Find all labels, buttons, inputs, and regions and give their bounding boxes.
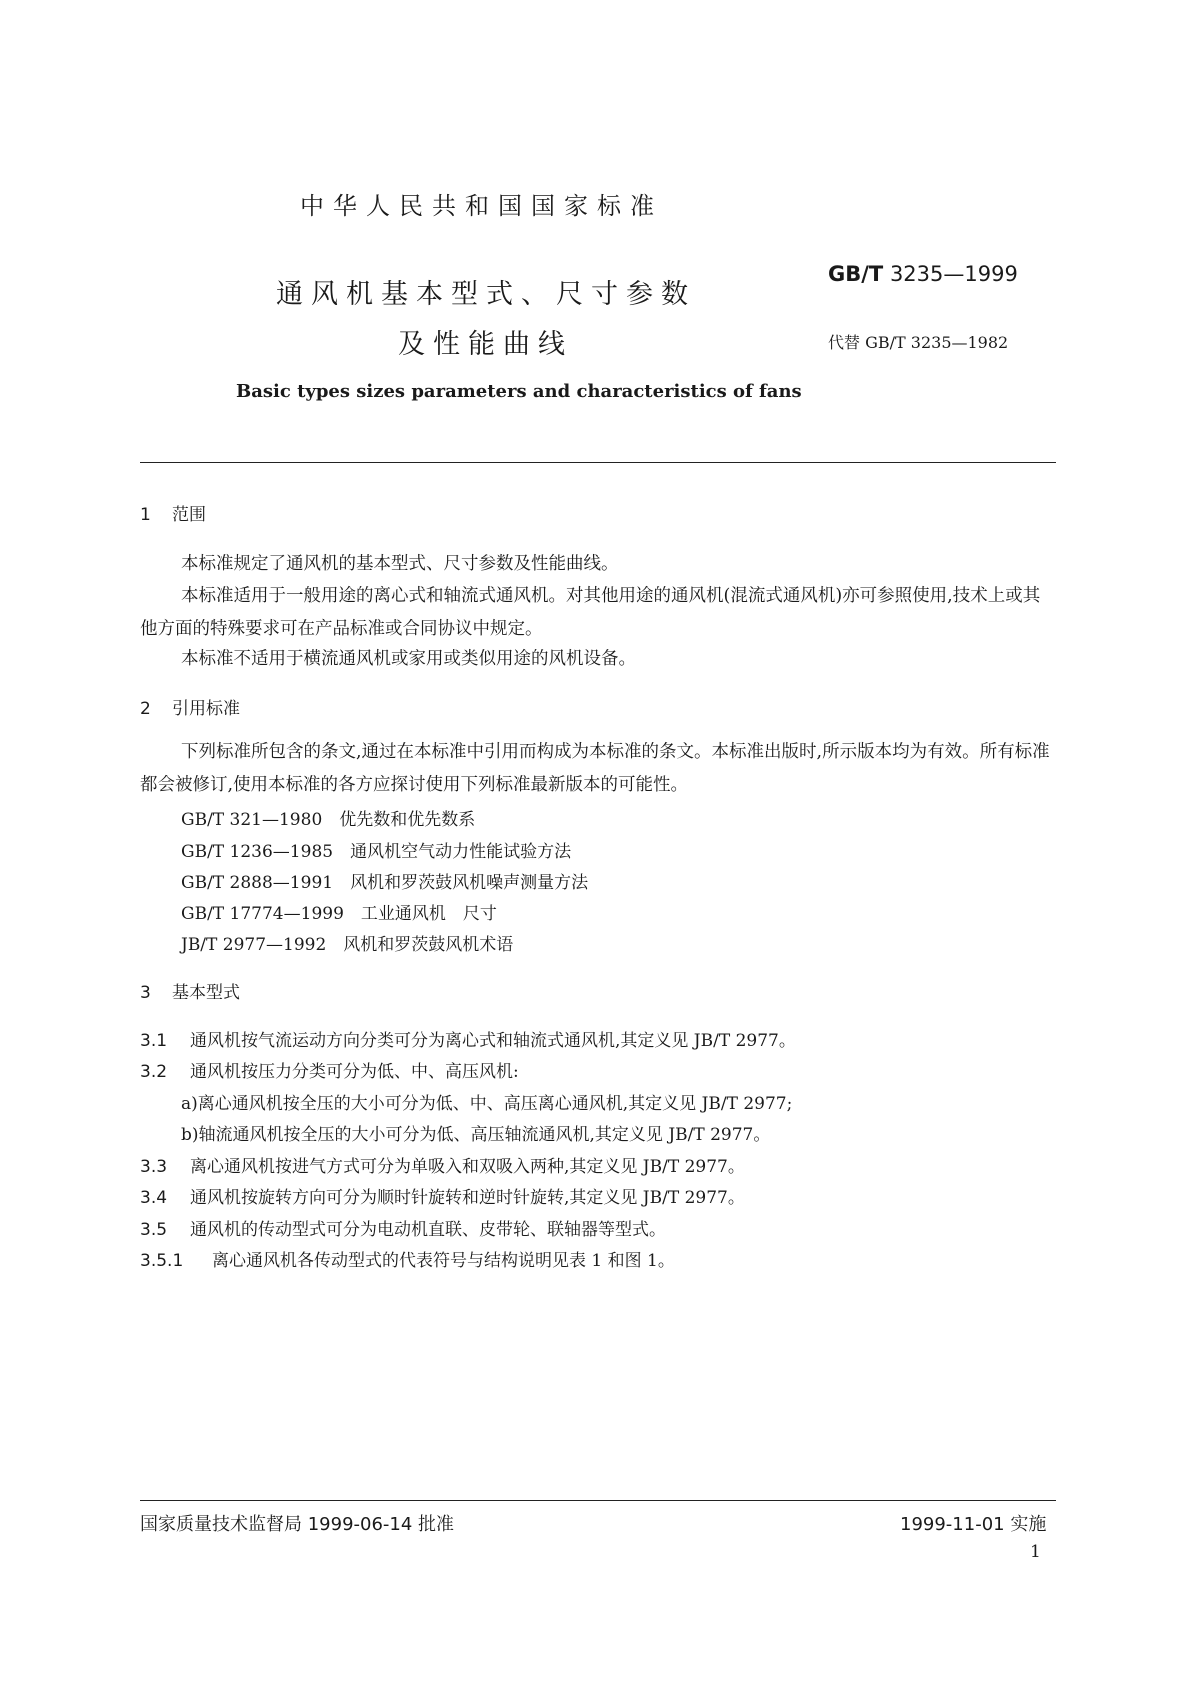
- section-2-title: 引用标准: [172, 699, 240, 719]
- clause-text: 离心通风机各传动型式的代表符号与结构说明见表 1 和图 1。: [212, 1251, 675, 1271]
- clause-3-5: [140, 1215, 666, 1240]
- clause-text: 通风机按气流运动方向分类可分为离心式和轴流式通风机,其定义见 JB/T 2977。: [190, 1031, 796, 1051]
- standard-prefix: GB/T: [828, 262, 884, 286]
- section-1-heading: [140, 500, 206, 525]
- section-2-heading: [140, 694, 240, 719]
- reference-item: GB/T 17774—1999 工业通风机 尺寸: [181, 904, 497, 924]
- clause-number: 3.2: [140, 1062, 168, 1082]
- page-number: 1: [1030, 1542, 1041, 1562]
- standard-number: [828, 262, 1018, 286]
- effective-date: 1999-11-01 实施: [900, 1514, 1047, 1535]
- clause-3-5-1: [140, 1246, 675, 1271]
- title-line-2: 及性能曲线: [398, 329, 573, 360]
- clause-number: 3.4: [140, 1188, 168, 1208]
- section-3-number: 3: [140, 983, 151, 1003]
- clause-3-3: [140, 1152, 745, 1177]
- reference-item: GB/T 2888—1991 风机和罗茨鼓风机噪声测量方法: [181, 873, 589, 893]
- clause-3-4: [140, 1183, 745, 1208]
- clause-text: 通风机按旋转方向可分为顺时针旋转和逆时针旋转,其定义见 JB/T 2977。: [190, 1188, 745, 1208]
- approval-line: 国家质量技术监督局 1999-06-14 批准: [140, 1514, 455, 1535]
- replaces-standard: 代替 GB/T 3235—1982: [828, 333, 1009, 352]
- clause-text: 离心通风机按进气方式可分为单吸入和双吸入两种,其定义见 JB/T 2977。: [190, 1157, 745, 1177]
- section-2-paragraph-1: 下列标准所包含的条文,通过在本标准中引用而构成为本标准的条文。本标准出版时,所示版本均为有效。所有标准都会被修订,使用本标准的各方应探讨使用下列标准最新版本的可能性。: [140, 742, 1050, 795]
- clause-number: 3.3: [140, 1157, 168, 1177]
- title-english: Basic types sizes parameters and characteristics of fans: [236, 381, 802, 402]
- clause-text: 通风机的传动型式可分为电动机直联、皮带轮、联轴器等型式。: [190, 1220, 666, 1240]
- section-2-number: 2: [140, 699, 151, 719]
- section-1-title: 范围: [172, 505, 206, 525]
- clause-number: 3.5.1: [140, 1251, 184, 1271]
- section-1-number: 1: [140, 505, 151, 525]
- section-3-heading: [140, 978, 240, 1003]
- clause-number: 3.1: [140, 1031, 168, 1051]
- reference-item: GB/T 1236—1985 通风机空气动力性能试验方法: [181, 842, 572, 862]
- section-3-title: 基本型式: [172, 983, 240, 1003]
- clause-number: 3.5: [140, 1220, 168, 1240]
- title-line-1: 通风机基本型式、尺寸参数: [276, 279, 696, 310]
- reference-item: JB/T 2977—1992 风机和罗茨鼓风机术语: [181, 935, 514, 955]
- section-1-paragraph-1: 本标准规定了通风机的基本型式、尺寸参数及性能曲线。: [181, 554, 619, 574]
- reference-item: GB/T 321—1980 优先数和优先数系: [181, 810, 476, 830]
- section-1-paragraph-2: 本标准适用于一般用途的离心式和轴流式通风机。对其他用途的通风机(混流式通风机)亦可参照使用,技术上或其他方面的特殊要求可在产品标准或合同协议中规定。: [140, 586, 1041, 639]
- clause-text: 通风机按压力分类可分为低、中、高压风机:: [190, 1062, 519, 1082]
- issuing-body-title: 中华人民共和国国家标准: [300, 192, 663, 220]
- clause-3-1: [140, 1026, 796, 1051]
- clause-3-2-a: a)离心通风机按全压的大小可分为低、中、高压离心通风机,其定义见 JB/T 2977;: [181, 1094, 793, 1114]
- clause-3-2-b: b)轴流通风机按全压的大小可分为低、高压轴流通风机,其定义见 JB/T 2977。: [181, 1125, 771, 1145]
- clause-3-2: [140, 1057, 519, 1082]
- header-divider: [140, 462, 1056, 463]
- footer-divider: [140, 1500, 1056, 1501]
- standard-year: 3235—1999: [889, 262, 1018, 286]
- section-1-paragraph-3: 本标准不适用于横流通风机或家用或类似用途的风机设备。: [181, 649, 636, 669]
